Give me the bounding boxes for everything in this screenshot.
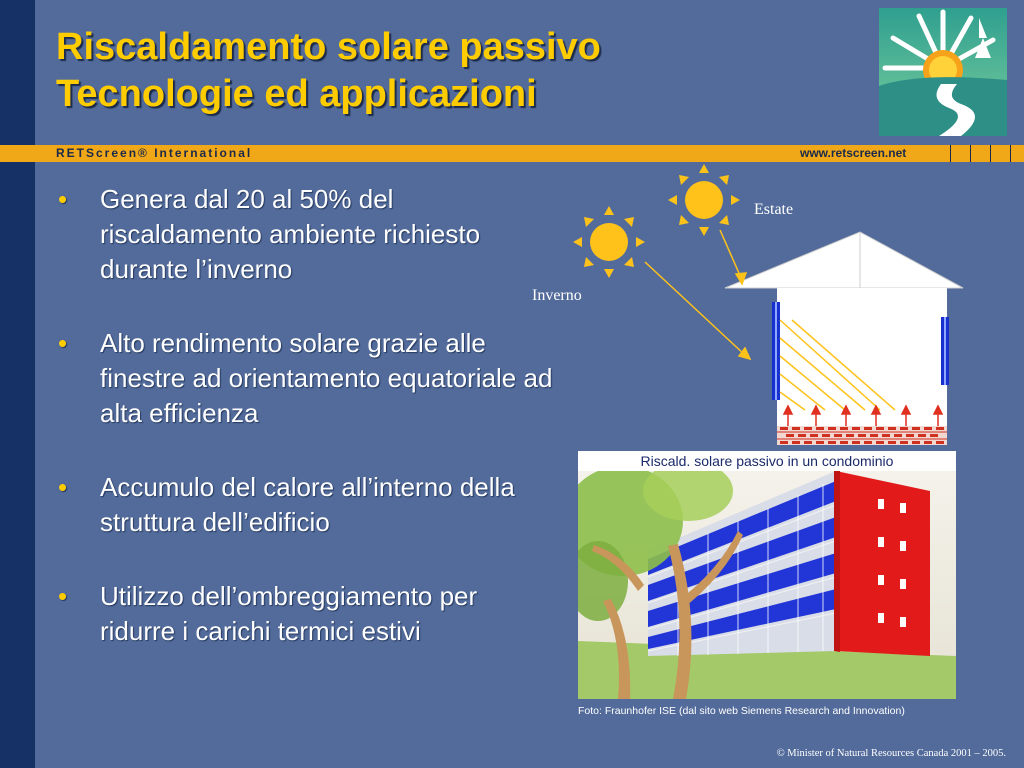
photo-title: Riscald. solare passivo in un condominio (640, 453, 894, 469)
title-line-2: Tecnologie ed applicazioni (56, 73, 537, 115)
building-red-wall (836, 471, 930, 656)
strip-divider (1010, 145, 1011, 162)
sun-icon (573, 206, 645, 278)
brand-name: RETScreen® International (56, 146, 253, 160)
bullet-item (58, 326, 558, 431)
bullet-dot-icon: • (58, 184, 68, 214)
summer-label: Estate (754, 201, 794, 218)
bullet-dot-icon: • (58, 581, 68, 611)
passive-solar-diagram (520, 160, 1000, 450)
bullet-item (58, 182, 558, 287)
winter-label: Inverno (532, 287, 582, 304)
retscreen-logo-icon (879, 8, 1007, 136)
copyright-notice: © Minister of Natural Resources Canada 2001 – 2005. (776, 748, 1006, 759)
condominium-photo (578, 451, 956, 699)
bullet-text: Utilizzo dell’ombreggiamento per ridurre i carichi termici estivi (100, 581, 478, 646)
house-roof (725, 232, 963, 288)
sun-icon (668, 164, 740, 236)
website-url[interactable]: www.retscreen.net (800, 146, 907, 160)
title-line-1: Riscaldamento solare passivo (56, 26, 601, 68)
left-accent-bar (0, 0, 35, 768)
bullet-text: Accumulo del calore all’interno della struttura dell’edificio (100, 472, 515, 537)
bullet-item (58, 470, 558, 540)
slide-title (56, 24, 601, 118)
bullet-dot-icon: • (58, 472, 68, 502)
photo-caption: Foto: Fraunhofer ISE (dal sito web Siemens Research and Innovation) (578, 705, 905, 717)
house-wall (777, 288, 947, 445)
bullet-text: Alto rendimento solare grazie alle finestre ad orientamento equatoriale ad alta efficienza (100, 328, 553, 428)
bullet-list (58, 182, 558, 688)
bullet-item (58, 579, 558, 649)
bullet-text: Genera dal 20 al 50% del riscaldamento ambiente richiesto durante l’inverno (100, 184, 481, 284)
bullet-dot-icon: • (58, 328, 68, 358)
